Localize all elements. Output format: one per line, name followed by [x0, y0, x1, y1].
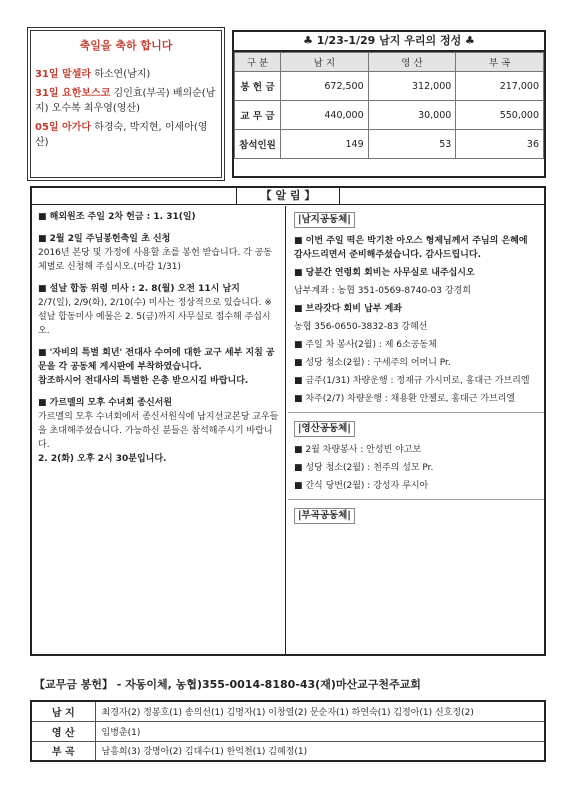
feast-names: 하경숙, 박지현, 이세아(영산): [35, 122, 208, 148]
namji-notice: 납부계좌 : 농협 351-0569-8740-03 강경희: [294, 286, 471, 296]
notice-heading: ■ 가르멜의 모후 수녀회 종신서원: [38, 398, 173, 408]
row-label: 참석인원: [235, 130, 281, 159]
feast-day-entry: [35, 120, 217, 150]
offering-summary: [232, 30, 546, 178]
column-header: 부 곡: [456, 53, 544, 72]
yeongsan-community-title: |영산공동체|: [294, 421, 355, 437]
row-label: 영 산: [31, 721, 95, 741]
row-label: 봉 헌 금: [235, 72, 281, 101]
table-cell: 550,000: [456, 101, 544, 130]
feast-names: 김인효(부곡) 배의순(남지) 오수복 최우영(영산): [35, 88, 216, 114]
notice-heading: ■ 해외원조 주일 2차 헌금 : 1. 31(일): [38, 212, 196, 222]
row-label: 남 지: [31, 701, 95, 721]
table-cell: 남흥희(3) 강명아(2) 김대수(1) 한억천(1) 김혜정(1): [95, 741, 545, 761]
namji-notice: ■ 이번 주일 떡은 박기찬 아오스 형제님께서 주님의 은혜에 감사드리면서 준비해주셨습니다. 감사드립니다.: [294, 236, 528, 260]
offering-header-row: [235, 53, 544, 72]
table-cell: 312,000: [368, 72, 456, 101]
namji-notice: ■ 주일 차 봉사(2월) : 제 6소공동체: [294, 340, 437, 350]
yeongsan-notice: ■ 성당 청소(2월) : 천주의 성모 Pr.: [294, 463, 434, 473]
table-row: [31, 721, 545, 741]
row-label: 부 곡: [31, 741, 95, 761]
feast-day-entry: [35, 67, 217, 82]
notice-heading: ■ 설날 합동 위령 미사 : 2. 8(월) 오전 11시 남지: [38, 284, 240, 294]
feast-names: 하소연(남지): [91, 69, 151, 80]
donor-table: [30, 700, 546, 762]
table-cell: 440,000: [281, 101, 369, 130]
column-header: 남 지: [281, 53, 369, 72]
table-row: [31, 741, 545, 761]
table-cell: 149: [281, 130, 369, 159]
table-cell: 36: [456, 130, 544, 159]
notice-item: [38, 210, 279, 224]
bugok-community-title: |부곡공동체|: [294, 508, 355, 524]
namji-notice: ■ 금주(1/31) 차량운행 : 정재규 가시미로, 홍대근 가브리엘: [294, 376, 530, 386]
table-cell: 53: [368, 130, 456, 159]
feast-date: 31일 말셀라: [35, 69, 92, 80]
table-row: [235, 101, 544, 130]
feast-day-title: 축일을 축하 합니다: [79, 39, 173, 52]
table-cell: 임병춘(1): [95, 721, 545, 741]
community-notices: [288, 206, 544, 654]
feast-day-entry: [35, 86, 217, 116]
namji-notice: ■ 당분간 연령회 회비는 사무실로 내주십시오: [294, 268, 475, 278]
notice-body: 2/7(일), 2/9(화), 2/10(수) 미사는 정상적으로 있습니다. ※ 설날 합동미사 예물은 2. 5(금)까지 사무실로 접수해 주십시오.: [38, 298, 272, 336]
notice-item: [38, 396, 279, 466]
table-row: [235, 72, 544, 101]
notice-item: [38, 232, 279, 274]
divider: [288, 499, 544, 500]
yeongsan-notice: ■ 간식 당번(2월) : 강성자 루시아: [294, 481, 429, 491]
announcements-box: [30, 186, 546, 656]
feast-date: 05일 아가다: [35, 122, 92, 133]
feast-day-box: [30, 30, 222, 178]
offering-table: [234, 52, 544, 159]
namji-notice: ■ 성당 청소(2월) : 구세주의 어머니 Pr.: [294, 358, 451, 368]
namji-notice: ■ 차주(2/7) 차량운행 : 채용환 안젤로, 홍대근 가브리엘: [294, 394, 516, 404]
announcements-title: 【 알 림 】: [236, 188, 340, 205]
column-header: 구 분: [235, 53, 281, 72]
table-cell: 30,000: [368, 101, 456, 130]
notice-body-emphasis: 2. 2(화) 오후 2시 30분입니다.: [38, 454, 167, 464]
notice-body: 참조하시어 전대사의 특별한 은총 받으시길 바랍니다.: [38, 376, 249, 386]
notice-heading: ■ '자비의 특별 희년' 전대사 수여에 대한 교구 세부 지침 공문을 각 공동체 게시판에 부착하였습니다.: [38, 348, 275, 372]
notice-heading: ■ 2월 2일 주님봉헌축일 초 신청: [38, 234, 171, 244]
divider: [288, 412, 544, 413]
notice-body: 가르멜의 모후 수녀회에서 종신서원식에 남지선교본당 교우들을 초대해주셨습니다. 가능하신 분들은 참석해주시기 바랍니다.: [38, 412, 279, 450]
general-notices: [32, 206, 286, 654]
feast-date: 31일 요한보스코: [35, 88, 111, 99]
table-row: [31, 701, 545, 721]
notice-body: 2016년 본당 및 가정에 사용할 초를 봉헌 받습니다. 각 공동체별로 신청해 주십시오.(마감 1/31): [38, 248, 273, 272]
offering-title: ♣ 1/23-1/29 남지 우리의 정성 ♣: [234, 32, 544, 52]
namji-community-title: |남지공동체|: [294, 212, 355, 228]
row-label: 교 무 금: [235, 101, 281, 130]
yeongsan-notice: ■ 2월 차량봉사 : 안성빈 야고보: [294, 445, 422, 455]
notice-item: [38, 282, 279, 338]
column-header: 영 산: [368, 53, 456, 72]
table-cell: 최경자(2) 정봉호(1) 송의선(1) 김명자(1) 이창열(2) 문순자(1) 하연숙(1) 김정아(1) 신호정(2): [95, 701, 545, 721]
namji-notice: 농협 356-0650-3832-83 강혜선: [294, 322, 428, 332]
donation-transfer-info: 【교무금 봉헌】 - 자동이체, 농협)355-0014-8180-43(재)마산교구천주교회: [34, 678, 421, 691]
table-cell: 672,500: [281, 72, 369, 101]
table-cell: 217,000: [456, 72, 544, 101]
table-row: [235, 130, 544, 159]
namji-notice: ■ 브라갓다 회비 납부 계좌: [294, 304, 402, 314]
notice-item: [38, 346, 279, 388]
